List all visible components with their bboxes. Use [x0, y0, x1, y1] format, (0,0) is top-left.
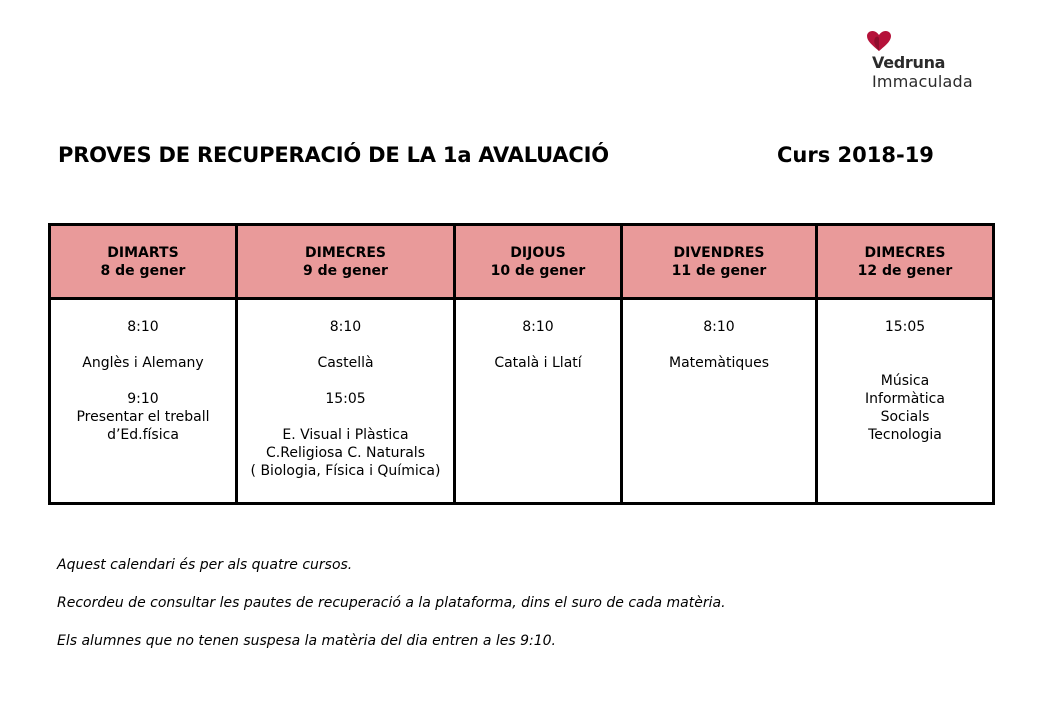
logo-subtitle: Immaculada	[872, 72, 973, 91]
exam-subject: Matemàtiques	[668, 355, 770, 371]
exam-schedule-table	[48, 223, 995, 505]
day-header	[622, 225, 817, 299]
exam-time: 8:10	[522, 319, 554, 335]
exam-subject: Presentar el treball	[76, 409, 210, 425]
day-date: 11 de gener	[671, 262, 767, 279]
day-date: 12 de gener	[857, 262, 953, 279]
day-header	[50, 225, 237, 299]
exam-time: 8:10	[329, 319, 362, 335]
note-line: Aquest calendari és per als quatre cursos.	[57, 557, 353, 573]
day-cell	[817, 299, 994, 504]
exam-subject: Català i Llatí	[494, 355, 582, 371]
logo-name: Vedruna	[872, 53, 946, 72]
exam-subject: Socials	[880, 409, 930, 425]
notes-section	[57, 556, 726, 670]
day-cell	[455, 299, 622, 504]
exam-subject: d’Ed.física	[107, 427, 179, 443]
exam-subject: ( Biologia, Física i Química)	[250, 463, 441, 479]
page-title: PROVES DE RECUPERACIÓ DE LA 1a AVALUACIÓ	[58, 143, 609, 167]
exam-subject: Informàtica	[865, 391, 945, 407]
schedule-header-row	[50, 225, 994, 299]
day-date: 8 de gener	[100, 262, 186, 279]
day-cell	[622, 299, 817, 504]
exam-subject: Anglès i Alemany	[82, 355, 204, 371]
day-name: DIJOUS	[510, 244, 566, 261]
day-cell	[50, 299, 237, 504]
exam-time: 8:10	[703, 319, 735, 335]
schedule-body-row	[50, 299, 994, 504]
exam-subject: C.Religiosa C. Naturals	[266, 445, 425, 461]
day-date: 10 de gener	[490, 262, 586, 279]
exam-time: 15:05	[884, 319, 926, 335]
exam-time: 8:10	[127, 319, 159, 335]
exam-subject: Música	[880, 373, 930, 389]
day-header	[455, 225, 622, 299]
day-name: DIVENDRES	[673, 244, 765, 261]
exam-subject: Tecnologia	[868, 427, 942, 443]
exam-subject: E. Visual i Plàstica	[282, 427, 409, 443]
day-date: 9 de gener	[303, 262, 388, 279]
day-header	[237, 225, 455, 299]
day-name: DIMARTS	[107, 244, 179, 261]
heart-icon	[866, 30, 892, 52]
exam-time: 15:05	[325, 391, 366, 407]
exam-time: 9:10	[127, 391, 159, 407]
day-name: DIMECRES	[864, 244, 946, 261]
day-cell	[237, 299, 455, 504]
day-header	[817, 225, 994, 299]
note-line: Els alumnes que no tenen suspesa la matèria del dia entren a les 9:10.	[57, 633, 556, 649]
course-year: Curs 2018-19	[777, 143, 934, 167]
day-name: DIMECRES	[304, 244, 387, 261]
exam-subject: Castellà	[317, 355, 374, 371]
vedruna-logo	[866, 30, 986, 92]
note-line: Recordeu de consultar les pautes de recuperació a la plataforma, dins el suro de cada matèria.	[57, 595, 726, 611]
